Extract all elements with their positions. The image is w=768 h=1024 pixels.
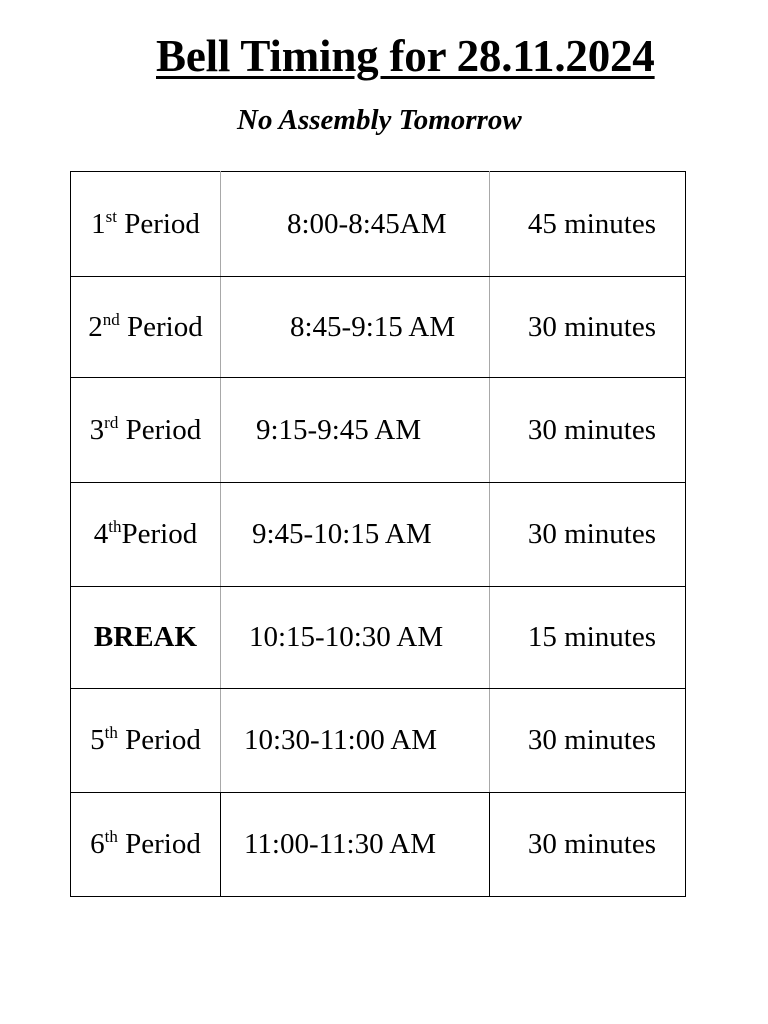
time-cell: 9:45-10:15 AM <box>221 483 490 587</box>
period-cell <box>71 378 221 483</box>
time-cell: 10:30-11:00 AM <box>221 689 490 793</box>
table-row <box>71 689 686 793</box>
period-suffix: th <box>104 827 118 846</box>
duration-cell: 30 minutes <box>490 689 686 793</box>
period-number: 1 <box>91 207 106 240</box>
period-label: Period <box>118 413 202 446</box>
time-cell: 9:15-9:45 AM <box>221 378 490 483</box>
duration-cell: 30 minutes <box>490 277 686 378</box>
table-row <box>71 483 686 587</box>
time-cell: 8:45-9:15 AM <box>221 277 490 378</box>
period-cell <box>71 689 221 793</box>
time-cell: 8:00-8:45AM <box>221 172 490 277</box>
table-row <box>71 378 686 483</box>
bell-timing-table <box>70 171 686 897</box>
time-cell: 10:15-10:30 AM <box>221 587 490 689</box>
period-number: 4 <box>93 518 109 550</box>
period-number: 6 <box>90 828 105 860</box>
period-label: Period <box>117 724 201 756</box>
period-number: 5 <box>90 724 105 756</box>
duration-cell: 15 minutes <box>490 587 686 689</box>
period-number: 3 <box>89 413 105 446</box>
period-suffix: th <box>104 723 118 742</box>
period-suffix: th <box>108 517 122 536</box>
table-row <box>71 172 686 277</box>
subtitle: No Assembly Tomorrow <box>237 104 522 136</box>
table-row <box>71 587 686 689</box>
page-title: Bell Timing for 28.11.2024 <box>156 31 655 81</box>
period-cell <box>71 483 221 587</box>
period-cell <box>71 793 221 897</box>
duration-cell: 30 minutes <box>490 378 686 483</box>
period-label: Period <box>116 207 200 240</box>
duration-cell: 45 minutes <box>490 172 686 277</box>
period-cell <box>71 277 221 378</box>
period-suffix: nd <box>102 309 120 329</box>
period-label: Period <box>117 828 201 860</box>
period-suffix: st <box>105 206 117 226</box>
time-cell: 11:00-11:30 AM <box>221 793 490 897</box>
duration-cell: 30 minutes <box>490 793 686 897</box>
duration-cell: 30 minutes <box>490 483 686 587</box>
period-label: Period <box>121 518 198 550</box>
table-row <box>71 793 686 897</box>
period-number: 2 <box>88 310 103 343</box>
break-label: BREAK <box>71 587 221 689</box>
period-suffix: rd <box>104 412 119 432</box>
table-row <box>71 277 686 378</box>
period-cell <box>71 172 221 277</box>
period-label: Period <box>119 310 203 343</box>
